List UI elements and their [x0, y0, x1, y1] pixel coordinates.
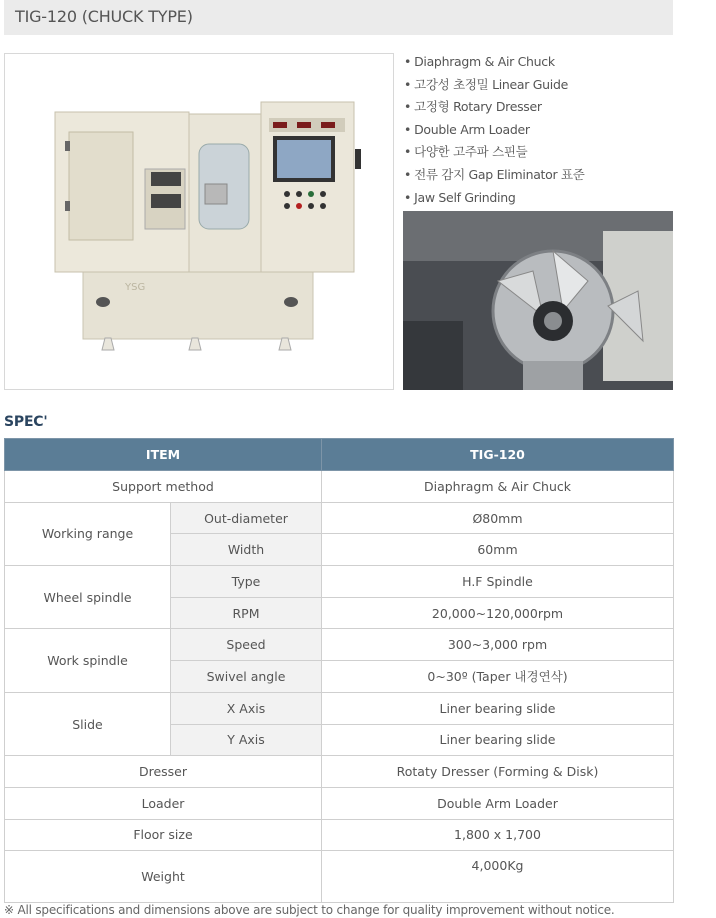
- spec-value: Ø80mm: [322, 502, 674, 534]
- spec-sub-label: Out-diameter: [171, 502, 322, 534]
- table-row: [5, 756, 674, 788]
- spec-title: SPEC': [4, 414, 48, 430]
- spec-value: 1,800 x 1,700: [322, 819, 674, 851]
- spec-sub-label: X Axis: [171, 692, 322, 724]
- table-row: [5, 819, 674, 851]
- spec-sub-label: Speed: [171, 629, 322, 661]
- chuck-closeup-photo: [403, 211, 673, 390]
- machine-brand-text: YSG: [125, 282, 146, 293]
- spec-value: Diaphragm & Air Chuck: [322, 471, 674, 503]
- spec-label: Support method: [5, 471, 322, 503]
- machine-photo: [4, 53, 394, 390]
- chuck-illustration: [403, 211, 673, 390]
- spec-header-row: [5, 439, 674, 471]
- spec-group-label: Working range: [5, 502, 171, 565]
- table-row: [5, 566, 674, 598]
- spec-value: Liner bearing slide: [322, 692, 674, 724]
- feature-item: • Diaphragm & Air Chuck: [404, 54, 674, 77]
- spec-label: Dresser: [5, 756, 322, 788]
- page-title: TIG-120 (CHUCK TYPE): [15, 7, 193, 26]
- spec-value: 20,000~120,000rpm: [322, 597, 674, 629]
- table-row: [5, 471, 674, 503]
- feature-list: [404, 54, 674, 212]
- footnote: ※ All specifications and dimensions above are subject to change for quality improvement without notice.: [4, 903, 615, 917]
- spec-group-label: Wheel spindle: [5, 566, 171, 629]
- spec-value: 300~3,000 rpm: [322, 629, 674, 661]
- spec-value: Double Arm Loader: [322, 787, 674, 819]
- table-row: [5, 851, 674, 903]
- spec-label: Loader: [5, 787, 322, 819]
- spec-header-item: ITEM: [5, 439, 322, 471]
- spec-header-model: TIG-120: [322, 439, 674, 471]
- spec-value: 0~30º (Taper 내경연삭): [322, 661, 674, 693]
- feature-item: • Jaw Self Grinding: [404, 190, 674, 213]
- feature-item: • 고강성 초정밀 Linear Guide: [404, 77, 674, 100]
- spec-sub-label: Type: [171, 566, 322, 598]
- spec-sub-label: Swivel angle: [171, 661, 322, 693]
- feature-item: • 다양한 고주파 스핀들: [404, 144, 674, 167]
- table-row: [5, 692, 674, 724]
- spec-value: Rotaty Dresser (Forming & Disk): [322, 756, 674, 788]
- table-row: [5, 787, 674, 819]
- machine-illustration: [5, 54, 394, 390]
- feature-item: • 고정형 Rotary Dresser: [404, 99, 674, 122]
- spec-label: Floor size: [5, 819, 322, 851]
- page-title-bar: [4, 0, 673, 35]
- spec-value: 4,000Kg: [322, 851, 674, 903]
- spec-value: H.F Spindle: [322, 566, 674, 598]
- spec-table: [4, 438, 674, 903]
- spec-label: Weight: [5, 851, 322, 903]
- feature-item: • Double Arm Loader: [404, 122, 674, 145]
- table-row: [5, 502, 674, 534]
- spec-value: Liner bearing slide: [322, 724, 674, 756]
- table-row: [5, 629, 674, 661]
- spec-group-label: Work spindle: [5, 629, 171, 692]
- spec-sub-label: Width: [171, 534, 322, 566]
- spec-value: 60mm: [322, 534, 674, 566]
- spec-group-label: Slide: [5, 692, 171, 755]
- feature-item: • 전류 감지 Gap Eliminator 표준: [404, 167, 674, 190]
- spec-sub-label: RPM: [171, 597, 322, 629]
- spec-sub-label: Y Axis: [171, 724, 322, 756]
